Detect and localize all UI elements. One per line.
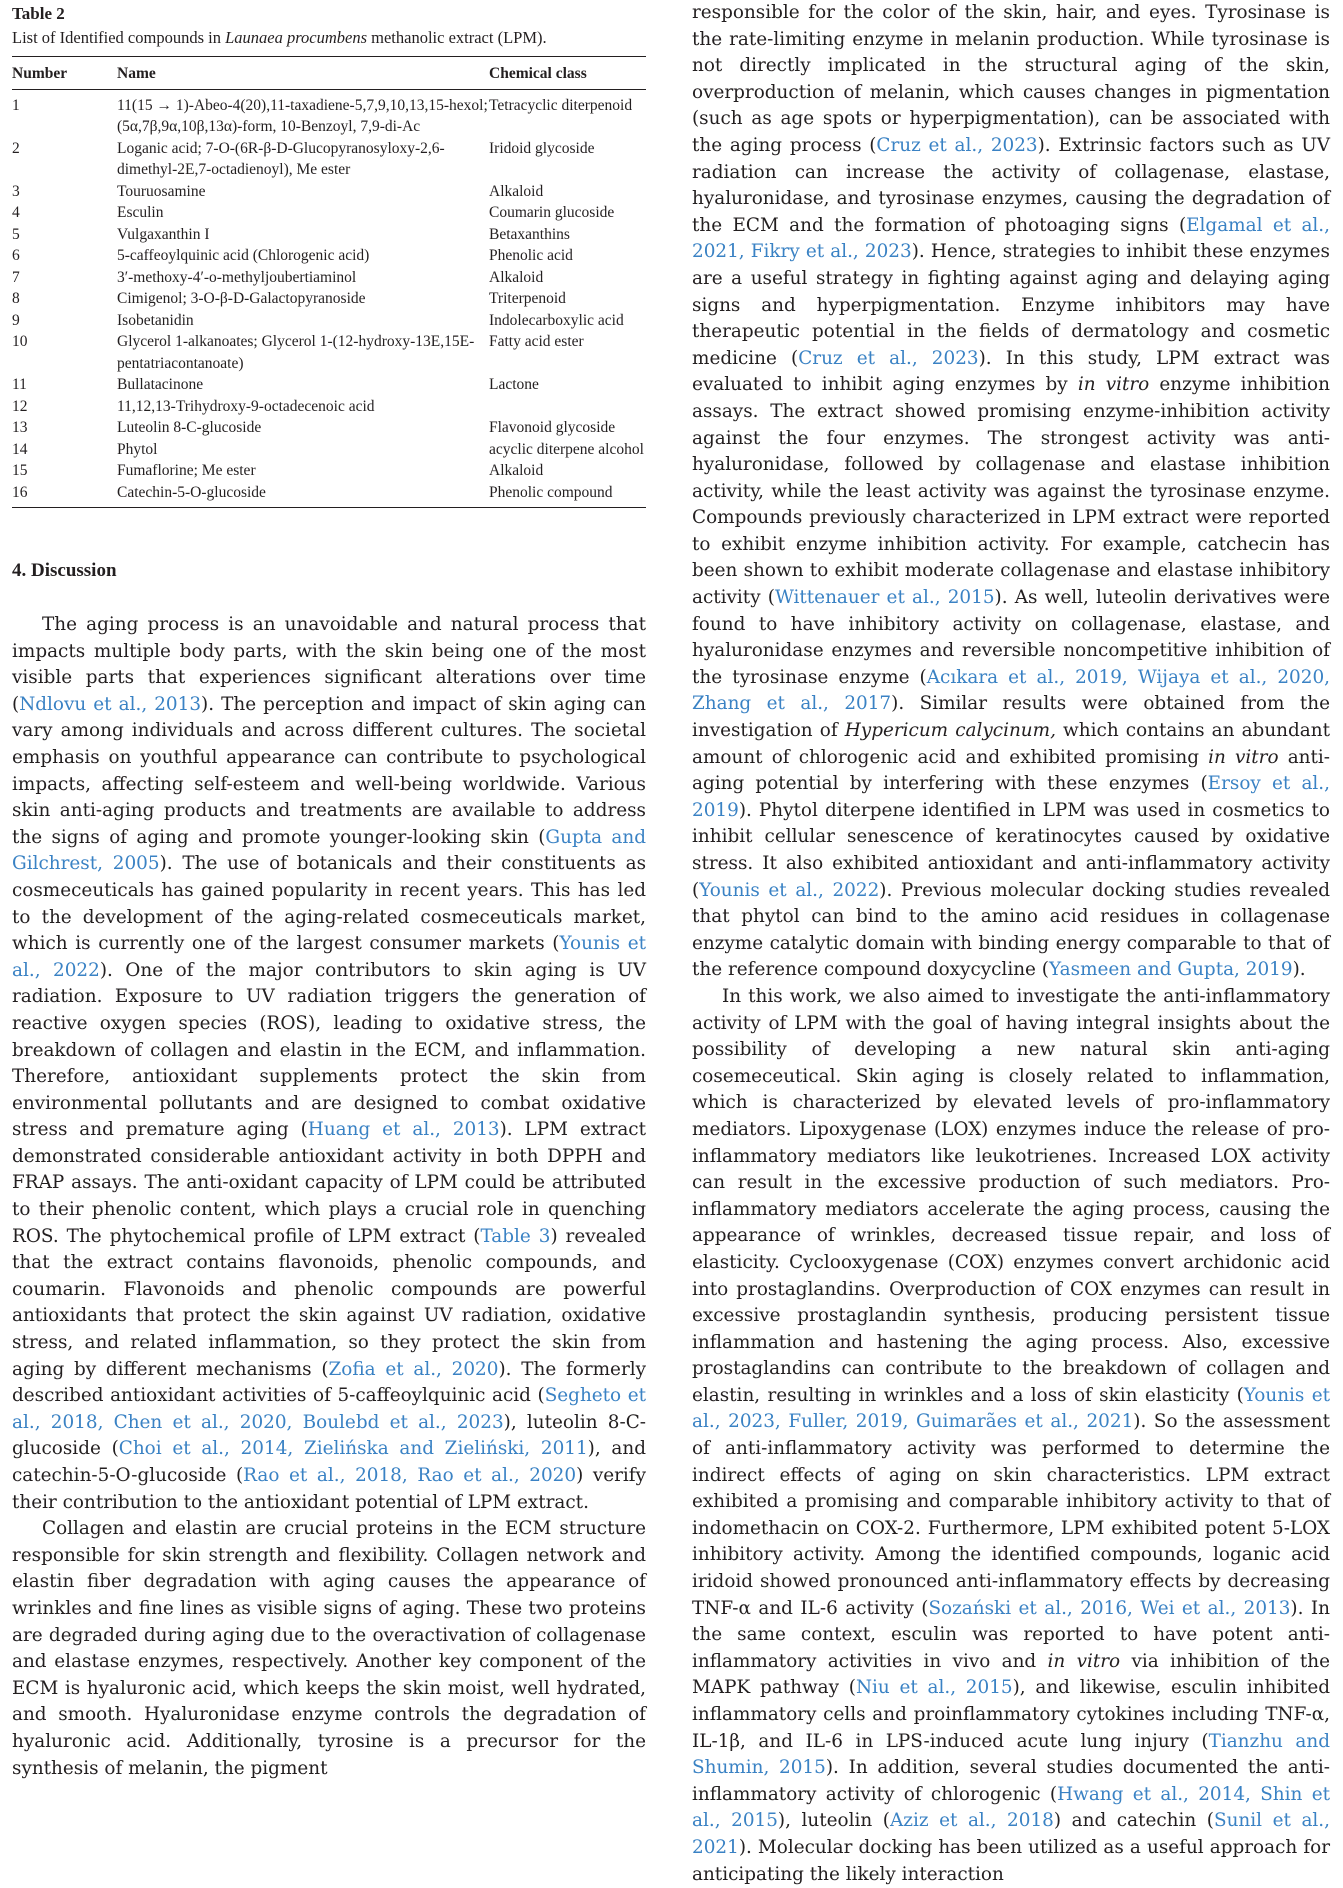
cell-name: Fumaflorine; Me ester <box>117 462 256 479</box>
cell-number: 15 <box>12 462 28 479</box>
cell-name: 11(15 → 1)-Abeo-4(20),11-taxadiene-5,7,9,10,13,15-hexol; (5α,7β,9α,10β,13α)-form, 10-Benzoyl, 7,9-di-Ac <box>117 96 488 135</box>
cell-name: 11,12,13-Trihydroxy-9-octadecenoic acid <box>117 397 375 415</box>
table-row <box>12 460 646 482</box>
right-paragraph-1: responsible for the color of the skin, hair, and eyes. Tyrosinase is the rate-limiting enzyme in melanin production. While tyrosinase is not directly implicated in the structural aging of the skin, overproduction of melanin, which causes changes in pigmentation (such as age spots or hyperpigmentation), can be associated with the aging process (Cruz et al., 2023). Extrinsic factors such as UV radiation can increase the activity of collagenase, elastase, hyaluronidase, and tyrosinase enzymes, causing the degradation of the ECM and the formation of photoaging signs (Elgamal et al., 2021, Fikry et al., 2023). Hence, strategies to inhibit these enzymes are a useful strategy in fighting against aging and delaying aging signs and hyperpigmentation. Enzyme inhibitors may have therapeutic potential in the fields of dermatology and cosmetic medicine (Cruz et al., 2023). In this study, LPM extract was evaluated to inhibit aging enzymes by in vitro enzyme inhibition assays. The extract showed promising enzyme-inhibition activity against the four enzymes. The strongest activity was anti-hyaluronidase, followed by collagenase and elastase inhibition activity, while the least activity was against the tyrosinase enzyme. Compounds previously characterized in LPM extract were reported to exhibit enzyme inhibition activity. For example, catchecin has been shown to exhibit moderate collagenase and elastase inhibitory activity (Wittenauer et al., 2015). As well, luteolin derivatives were found to have inhibitory activity on collagenase, elastase, and hyaluronidase enzymes and reversible noncompetitive inhibition of the tyrosinase enzyme (Acıkara et al., 2019, Wijaya et al., 2020, Zhang et al., 2017). Similar results were obtained from the investigation of Hypericum calycinum, which contains an abundant amount of chlorogenic acid and exhibited promising in vitro anti-aging potential by interfering with these enzymes (Ersoy et al., 2019). Phytol diterpene identified in LPM was used in cosmetics to inhibit cellular senescence of keratinocytes caused by oxidative stress. It also exhibited antioxidant and anti-inflammatory activity (Younis et al., 2022). Previous molecular docking studies revealed that phytol can bind to the amino acid residues in collagenase enzyme catalytic domain with binding energy comparable to that of the reference compound doxycycline (Yasmeen and Gupta, 2019). <box>692 2 1331 981</box>
cell-number: 4 <box>12 204 20 221</box>
citation-link[interactable]: Tianzhu and Shumin, 2015 <box>692 1730 1331 1779</box>
cell-number: 13 <box>12 419 28 436</box>
table-row <box>12 374 646 396</box>
cell-chemical-class: Coumarin glucoside <box>489 204 615 221</box>
table-row <box>12 482 646 508</box>
cell-chemical-class: acyclic diterpene alcohol <box>489 440 644 458</box>
cell-number: 7 <box>12 268 20 286</box>
cell-name: Vulgaxanthin I <box>117 225 210 243</box>
cell-name: Luteolin 8-C-glucoside <box>117 419 262 436</box>
species-name: Launaea procumbens <box>225 28 368 47</box>
citation-link[interactable]: Younis et al., 2022 <box>699 879 880 901</box>
citation-link[interactable]: Zofia et al., 2020 <box>328 1358 499 1380</box>
table-row <box>12 439 646 461</box>
table-row <box>12 310 646 332</box>
cell-chemical-class: Flavonoid glycoside <box>489 419 616 436</box>
cell-number: 3 <box>12 182 20 200</box>
table-block <box>12 4 646 508</box>
cell-number: 9 <box>12 311 20 329</box>
cell-name: Loganic acid; 7-O-(6R-β-D-Glucopyranosyloxy-2,6-dimethyl-2E,7-octadienoyl), Me ester <box>117 139 445 178</box>
cell-number: 10 <box>12 333 28 350</box>
cell-chemical-class: Alkaloid <box>489 462 544 479</box>
cell-number: 16 <box>12 483 28 501</box>
cell-chemical-class: Lactone <box>489 376 539 393</box>
cell-chemical-class: Iridoid glycoside <box>489 139 595 157</box>
table-row <box>12 331 646 374</box>
table-row <box>12 417 646 439</box>
cell-chemical-class: Fatty acid ester <box>489 333 584 350</box>
table-row <box>12 245 646 267</box>
cell-name: Catechin-5-O-glucoside <box>117 483 266 501</box>
italic-term: in vitro <box>1077 374 1150 396</box>
left-column <box>12 0 646 1782</box>
right-paragraph-2: In this work, we also aimed to investigate the anti-inflammatory activity of LPM with the goal of having integral insights about the possibility of developing a new natural skin anti-aging cosemeceutical. Skin aging is closely related to inflammation, which is characterized by elevated levels of pro-inflammatory mediators. Lipoxygenase (LOX) enzymes induce the release of pro-inflammatory mediators like leukotrienes. Increased LOX activity can result in the excessive production of such mediators. Pro-inflammatory mediators accelerate the aging process, causing the appearance of wrinkles, decreased tissue repair, and loss of elasticity. Cyclooxygenase (COX) enzymes convert archidonic acid into prostaglandins. Overproduction of COX enzymes can result in excessive prostaglandin synthesis, producing persistent tissue inflammation and hastening the aging process. Also, excessive prostaglandins can contribute to the breakdown of collagen and elastin, resulting in wrinkles and a loss of skin elasticity (Younis et al., 2023, Fuller, 2019, Guimarães et al., 2021). So the assessment of anti-inflammatory activity was performed to determine the indirect effects of aging on skin characteristics. LPM extract exhibited a promising and comparable inhibitory activity to that of indomethacin on COX-2. Furthermore, LPM exhibited potent 5-LOX inhibitory activity. Among the identified compounds, loganic acid iridoid showed pronounced anti-inflammatory effects by decreasing TNF-α and IL-6 activity (Sozański et al., 2016, Wei et al., 2013). In the same context, esculin was reported to have potent anti-inflammatory activities in vivo and in vitro via inhibition of the MAPK pathway (Niu et al., 2015), and likewise, esculin inhibited inflammatory cells and proinflammatory cytokines including TNF-α, IL-1β, and IL-6 in LPS-induced acute lung injury (Tianzhu and Shumin, 2015). In addition, several studies documented the anti-inflammatory activity of chlorogenic (Hwang et al., 2014, Shin et al., 2015), luteolin (Aziz et al., 2018) and catechin (Sunil et al., 2021). Molecular docking has been utilized as a useful approach for anticipating the likely interaction <box>692 985 1331 1885</box>
citation-link[interactable]: Cruz et al., 2023 <box>876 134 1038 156</box>
citation-link[interactable]: Acıkara et al., 2019, Wijaya et al., 2020, Zhang et al., 2017 <box>692 666 1330 715</box>
cell-number: 14 <box>12 440 28 458</box>
italic-term: in vitro <box>1047 1650 1121 1672</box>
cell-chemical-class: Indolecarboxylic acid <box>489 311 624 329</box>
cell-number: 5 <box>12 225 20 243</box>
cell-chemical-class: Triterpenoid <box>489 290 566 307</box>
table-caption: List of Identified compounds in Launaea procumbens methanolic extract (LPM). <box>12 28 646 57</box>
citation-link[interactable]: Hwang et al., 2014, Shin et al., 2015 <box>692 1783 1330 1832</box>
header-number: Number <box>12 57 117 89</box>
cell-number: 6 <box>12 247 20 264</box>
citation-link[interactable]: Niu et al., 2015 <box>855 1677 1013 1699</box>
table-row <box>12 267 646 289</box>
cell-name: 3′-methoxy-4′-o-methyljoubertiaminol <box>117 268 357 286</box>
cell-number: 12 <box>12 397 28 415</box>
cell-name: Cimigenol; 3-O-β-D-Galactopyranoside <box>117 290 366 307</box>
cell-name: Phytol <box>117 440 158 458</box>
cell-number: 1 <box>12 96 20 114</box>
cell-chemical-class <box>489 396 646 418</box>
header-name: Name <box>117 57 489 89</box>
table-bottom-rule <box>12 507 646 508</box>
citation-link[interactable]: Elgamal et al., 2021, Fikry et al., 2023 <box>692 214 1330 263</box>
italic-term: in vitro <box>1208 746 1279 768</box>
cell-chemical-class: Phenolic acid <box>489 247 573 264</box>
cell-name: Glycerol 1-alkanoates; Glycerol 1-(12-hydroxy-13E,15E-pentatriacontanoate) <box>117 333 475 372</box>
table-row <box>12 202 646 224</box>
cell-chemical-class: Tetracyclic diterpenoid <box>489 96 633 114</box>
cell-name: Touruosamine <box>117 182 206 200</box>
citation-link[interactable]: Cruz et al., 2023 <box>798 347 979 369</box>
table-row <box>12 396 646 418</box>
table-header-row <box>12 57 646 89</box>
table-row <box>12 224 646 246</box>
cell-name: Esculin <box>117 204 164 221</box>
table-row <box>12 288 646 310</box>
cell-name: Isobetanidin <box>117 311 194 329</box>
citation-link[interactable]: Sunil et al., 2021 <box>692 1810 1330 1858</box>
citation-link[interactable]: Sozański et al., 2016, Wei et al., 2013 <box>928 1597 1291 1619</box>
cell-name: Bullatacinone <box>117 376 204 393</box>
citation-link[interactable]: Ersoy et al., 2019 <box>692 773 1330 821</box>
italic-term: Hypericum calycinum, <box>844 720 1056 742</box>
citation-link[interactable]: Rao et al., 2018, Rao et al., 2020 <box>243 1465 577 1486</box>
table-row <box>12 89 646 138</box>
table-label: Table 2 <box>12 4 65 23</box>
cell-name: 5-caffeoylquinic acid (Chlorogenic acid) <box>117 247 370 264</box>
citation-link[interactable]: Yasmeen and Gupta, 2019 <box>1048 959 1293 981</box>
right-column <box>692 0 1330 1888</box>
table-row <box>12 181 646 203</box>
table-row <box>12 138 646 181</box>
header-chemical-class: Chemical class <box>489 57 646 89</box>
section-heading: 4. Discussion <box>12 560 117 581</box>
cell-number: 11 <box>12 376 27 393</box>
left-paragraph-2: Collagen and elastin are crucial proteins in the ECM structure responsible for skin strength and flexibility. Collagen network and elastin fiber degradation with aging causes the appearance of wrinkles and fine lines as visible signs of aging. These two proteins are degraded during aging due to the overactivation of collagenase and elastase enzymes, respectively. Another key component of the ECM is hyaluronic acid, which keeps the skin moist, well hydrated, and smooth. Hyaluronidase enzyme controls the degradation of hyaluronic acid. Additionally, tyrosine is a precursor for the synthesis of melanin, the pigment <box>12 1518 646 1779</box>
table-body <box>12 89 646 507</box>
left-paragraph-1: The aging process is an unavoidable and natural process that impacts multiple body parts, with the skin being one of the most visible parts that experiences significant alterations over time (Ndlovu et al., 2013). The perception and impact of skin aging can vary among individuals and across different cultures. The societal emphasis on youthful appearance can contribute to psychological impacts, affecting self-esteem and well-being worldwide. Various skin anti-aging products and treatments are available to address the signs of aging and promote younger-looking skin (Gupta and Gilchrest, 2005). The use of botanicals and their constituents as cosmeceuticals has gained popularity in recent years. This has led to the development of the aging-related cosmeceuticals market, which is currently one of the largest consumer markets (Younis et al., 2022). One of the major contributors to skin aging is UV radiation. Exposure to UV radiation triggers the generation of reactive oxygen species (ROS), leading to oxidative stress, the breakdown of collagen and elastin in the ECM, and inflammation. Therefore, antioxidant supplements protect the skin from environmental pollutants and are designed to combat oxidative stress and premature aging (Huang et al., 2013). LPM extract demonstrated considerable antioxidant activity in both DPPH and FRAP assays. The anti-oxidant capacity of LPM could be attributed to their phenolic content, which plays a crucial role in quenching ROS. The phytochemical profile of LPM extract (Table 3) revealed that the extract contains flavonoids, phenolic compounds, and coumarin. Flavonoids and phenolic compounds are powerful antioxidants that protect the skin against UV radiation, oxidative stress, and related inflammation, so they protect the skin from aging by different mechanisms (Zofia et al., 2020). The formerly described antioxidant activities of 5-caffeoylquinic acid (Segheto et al., 2018, Chen et al., 2020, Boulebd et al., 2023), luteolin 8-C-glucoside (Choi et al., 2014, Zielińska and Zieliński, 2011), and catechin-5-O-glucoside (Rao et al., 2018, Rao et al., 2020) verify their contribution to the antioxidant potential of LPM extract. <box>12 614 647 1513</box>
cell-chemical-class: Phenolic compound <box>489 483 613 501</box>
citation-link[interactable]: Ndlovu et al., 2013 <box>19 693 202 715</box>
citation-link[interactable]: Younis et al., 2023, Fuller, 2019, Guimarães et al., 2021 <box>692 1384 1330 1433</box>
cell-chemical-class: Alkaloid <box>489 268 544 286</box>
citation-link[interactable]: Huang et al., 2013 <box>307 1119 500 1141</box>
cell-number: 2 <box>12 139 20 157</box>
citation-link[interactable]: Gupta and Gilchrest, 2005 <box>12 826 647 875</box>
citation-link[interactable]: Segheto et al., 2018, Chen et al., 2020, Boulebd et al., 2023 <box>12 1385 646 1433</box>
citation-link[interactable]: Choi et al., 2014, Zielińska and Zieliński, 2011 <box>118 1438 588 1460</box>
citation-link[interactable]: Wittenauer et al., 2015 <box>774 587 995 609</box>
citation-link[interactable]: Table 3 <box>480 1225 551 1247</box>
citation-link[interactable]: Younis et al., 2022 <box>12 933 646 981</box>
cell-number: 8 <box>12 290 20 307</box>
cell-chemical-class: Alkaloid <box>489 182 544 200</box>
cell-chemical-class: Betaxanthins <box>489 225 570 243</box>
compounds-table <box>12 57 646 507</box>
citation-link[interactable]: Aziz et al., 2018 <box>889 1810 1054 1832</box>
